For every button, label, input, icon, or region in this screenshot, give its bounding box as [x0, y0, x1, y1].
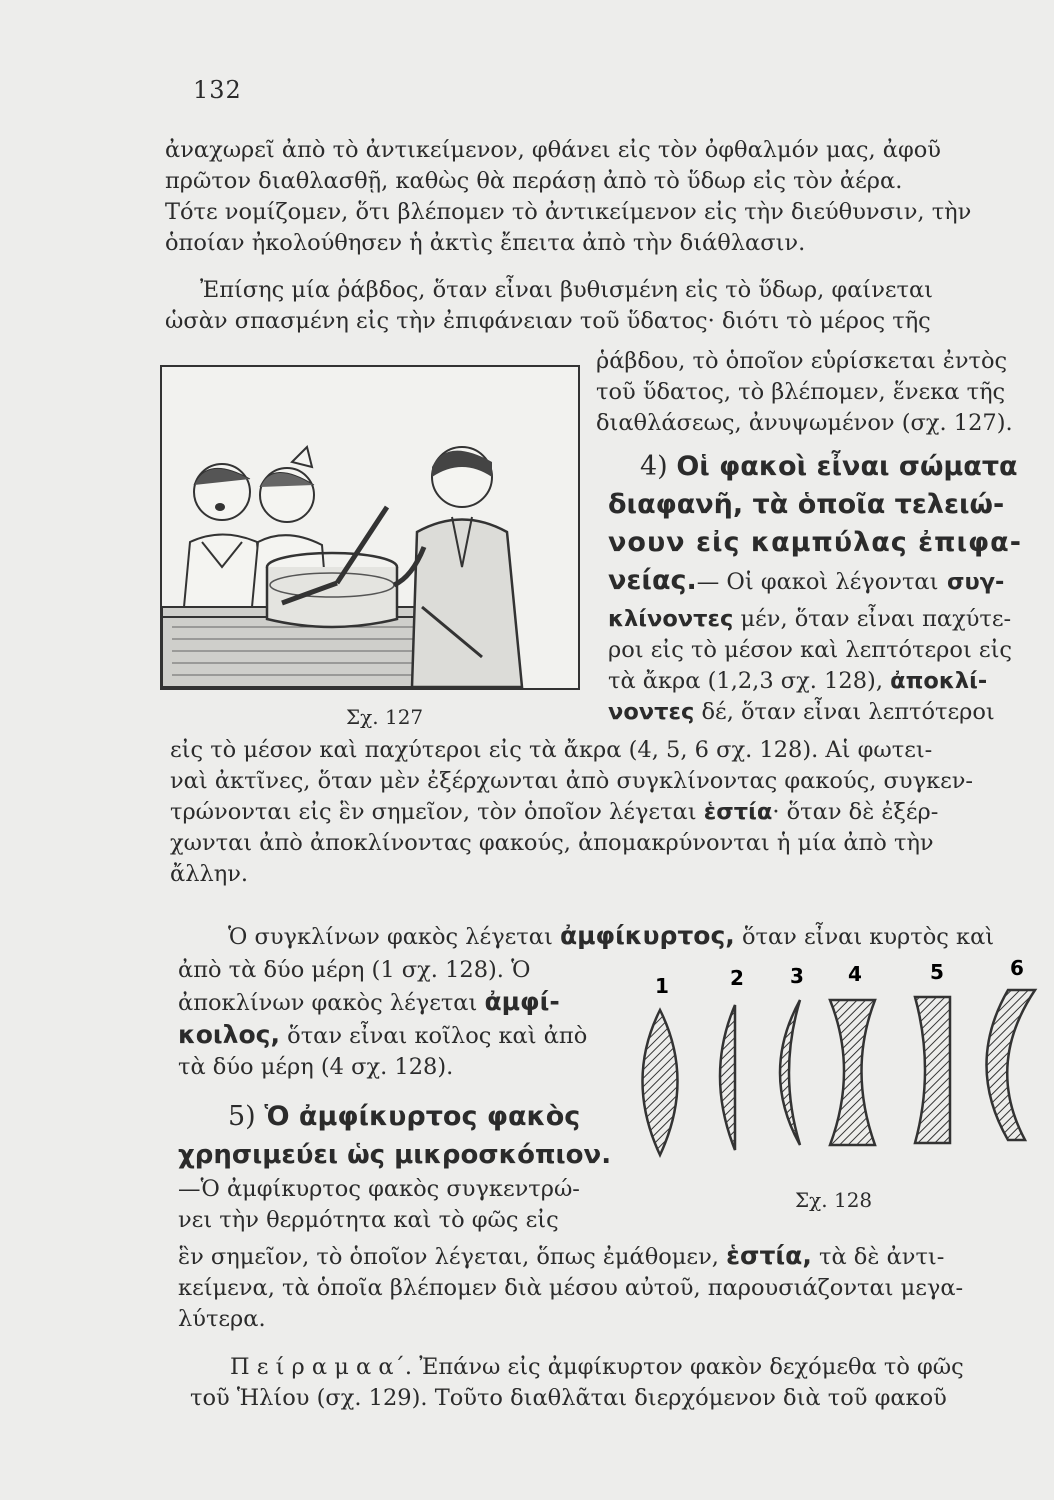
text-line: ροι εἰς τὸ μέσον καὶ λεπτότεροι εἰς — [608, 637, 1013, 663]
body-text: τὰ δὲ ἀντι- — [819, 1244, 945, 1270]
heading-text: νουν εἰς καμπύλας ἐπιφα- — [608, 527, 1022, 558]
text-line: ναὶ ἀκτῖνες, ὅταν μὲν ἐξέρχωνται ἀπὸ συγκλίνοντας φακούς, συγκεν- — [170, 768, 974, 794]
body-text: τὰ ἄκρα (1,2,3 σχ. 128), — [608, 668, 883, 694]
paragraph-rod-continued — [596, 346, 1048, 439]
text-line: πρῶτον διαθλασθῇ, καθὼς θὰ περάσῃ ἀπὸ τὸ ὕδωρ εἰς τὸν ἀέρα. — [165, 168, 903, 194]
figure-127-illustration — [160, 365, 580, 690]
section-5-heading-line — [228, 1098, 628, 1136]
term-text: ἑστία, — [726, 1241, 812, 1270]
meniscus-concave-lens-shape — [987, 990, 1036, 1140]
text-line: ὁποίαν ἠκολούθησεν ἡ ἀκτὶς ἔπειτα ἀπὸ τὴν διάθλασιν. — [165, 230, 806, 256]
paragraph-biconcave — [178, 955, 628, 1083]
section-4-heading-line — [640, 448, 1054, 486]
lens-shapes-drawing — [630, 955, 1040, 1185]
text-line: νει τὴν θερμότητα καὶ τὸ φῶς εἰς — [178, 1207, 559, 1233]
plano-convex-lens-shape — [720, 1005, 735, 1150]
section-5-microscope — [178, 1098, 628, 1236]
text-line: λύτερα. — [178, 1306, 266, 1332]
term-text: ἀποκλί- — [890, 668, 988, 694]
plano-concave-lens-shape — [915, 997, 950, 1143]
body-text: ἓν σημεῖον, τὸ ὁποῖον λέγεται, ὅπως ἐμάθομεν, — [178, 1244, 719, 1270]
figure-128-lenses — [630, 955, 1040, 1185]
term-text: κλίνοντες — [608, 606, 734, 632]
section-4-lenses — [608, 448, 1054, 728]
term-text: ἑστία — [703, 799, 773, 825]
text-line: τὰ δύο μέρη (4 σχ. 128). — [178, 1054, 454, 1080]
text-line: διαθλάσεως, ἀνυψωμένον (σχ. 127). — [596, 410, 1013, 436]
children-rod-water-drawing — [162, 367, 578, 688]
body-text: μέν, ὅταν εἶναι παχύτε- — [740, 606, 1012, 632]
heading-text: χρησιμεύει ὡς μικροσκόπιον. — [178, 1140, 612, 1170]
experiment-number: α΄. — [378, 1354, 413, 1380]
text-line: ἀπὸ τὰ δύο μέρη (1 σχ. 128). Ὁ — [178, 957, 531, 983]
lens-label-2: 2 — [730, 966, 744, 990]
body-text: · ὅταν δὲ ἐξέρ- — [772, 799, 939, 825]
text-line: ἀναχωρεῖ ἀπὸ τὸ ἀντικείμενον, φθάνει εἰς τὸν ὀφθαλμόν μας, ἀφοῦ — [165, 137, 941, 163]
term-text: ἀμφίκυρτος, — [559, 921, 735, 950]
biconvex-lens-shape — [643, 1010, 678, 1155]
body-text: ἀποκλίνων φακὸς λέγεται — [178, 990, 478, 1016]
term-text: κοιλος, — [178, 1020, 280, 1049]
text-line: ἄλλην. — [170, 861, 249, 887]
paragraph-biconvex — [228, 920, 1043, 953]
text-line — [178, 1019, 628, 1052]
heading-text: διαφανῆ, τὰ ὁποῖα τελειώ- — [608, 489, 1005, 520]
lens-label-5: 5 — [930, 960, 944, 984]
section-number: 5) — [228, 1101, 256, 1132]
text-line — [178, 1240, 1043, 1273]
body-text: δέ, ὅταν εἶναι λεπτότεροι — [701, 699, 995, 725]
body-text: — Οἱ φακοὶ λέγονται — [696, 569, 939, 595]
meniscus-convex-lens-shape — [780, 1000, 800, 1145]
heading-text: Οἱ φακοὶ εἶναι σώματα — [676, 451, 1018, 482]
figure-128-caption: Σχ. 128 — [795, 1188, 873, 1212]
section-number: 4) — [640, 451, 668, 482]
lens-label-6: 6 — [1010, 956, 1024, 980]
page-number: 132 — [193, 76, 242, 104]
lens-label-1: 1 — [655, 974, 669, 998]
lens-label-3: 3 — [790, 964, 804, 988]
text-line — [178, 986, 628, 1019]
text-line: χωνται ἀπὸ ἀποκλίνοντας φακούς, ἀπομακρύνονται ἡ μία ἀπὸ τὴν — [170, 830, 934, 856]
biconcave-lens-shape — [830, 1000, 875, 1145]
text-line — [228, 920, 1043, 953]
text-line: —Ὁ ἀμφίκυρτος φακὸς συγκεντρώ- — [178, 1176, 580, 1202]
paragraph-focus — [170, 735, 1040, 890]
term-text: συγ- — [947, 569, 1005, 595]
body-text: τρώνονται εἰς ἓν σημεῖον, τὸν ὁποῖον λέγεται — [170, 799, 697, 825]
heading-text: Ὁ ἀμφίκυρτος φακὸς — [264, 1101, 581, 1132]
text-line: Ἐπίσης μία ῥάβδος, ὅταν εἶναι βυθισμένη εἰς τὸ ὕδωρ, φαίνεται — [200, 277, 934, 303]
body-text: ὅταν εἶναι κυρτὸς καὶ — [741, 924, 995, 950]
experiment-label: Π ε ί ρ α μ α — [230, 1354, 372, 1380]
text-line — [608, 666, 1054, 697]
lens-label-4: 4 — [848, 962, 862, 986]
body-text: ὅταν εἶναι κοῖλος καὶ ἀπὸ — [287, 1023, 588, 1049]
paragraph-experiment — [190, 1352, 1045, 1414]
body-text: Ἐπάνω εἰς ἀμφίκυρτον φακὸν δεχόμεθα τὸ φῶς — [419, 1354, 964, 1380]
paragraph-refraction-intro — [165, 135, 1045, 259]
text-line: τοῦ ὕδατος, τὸ βλέπομεν, ἕνεκα τῆς — [596, 379, 1006, 405]
paragraph-magnification — [178, 1240, 1043, 1335]
text-line — [608, 697, 1054, 728]
text-line: Τότε νομίζομεν, ὅτι βλέπομεν τὸ ἀντικείμενον εἰς τὴν διεύθυνσιν, τὴν — [165, 199, 972, 225]
text-line: κείμενα, τὰ ὁποῖα βλέπομεν διὰ μέσου αὐτοῦ, παρουσιάζονται μεγα- — [178, 1275, 964, 1301]
text-line: εἰς τὸ μέσον καὶ παχύτεροι εἰς τὰ ἄκρα (4, 5, 6 σχ. 128). Αἱ φωτει- — [170, 737, 933, 763]
text-line: ῥάβδου, τὸ ὁποῖον εὑρίσκεται ἐντὸς — [596, 348, 1008, 374]
text-line — [230, 1352, 1045, 1383]
text-line — [170, 797, 1040, 828]
text-line — [608, 562, 1054, 601]
term-text: νοντες — [608, 699, 695, 725]
text-line: ὡσὰν σπασμένη εἰς τὴν ἐπιφάνειαν τοῦ ὕδατος· διότι τὸ μέρος τῆς — [165, 308, 931, 334]
term-text: ἀμφί- — [484, 987, 560, 1016]
paragraph-rod — [165, 275, 1040, 337]
figure-127-caption: Σχ. 127 — [346, 705, 424, 729]
heading-text: νείας. — [608, 565, 697, 596]
body-text: Ὁ συγκλίνων φακὸς λέγεται — [228, 924, 553, 950]
text-line: τοῦ Ἡλίου (σχ. 129). Τοῦτο διαθλᾶται διερχόμενον διὰ τοῦ φακοῦ — [190, 1385, 947, 1411]
text-line — [608, 604, 1054, 635]
